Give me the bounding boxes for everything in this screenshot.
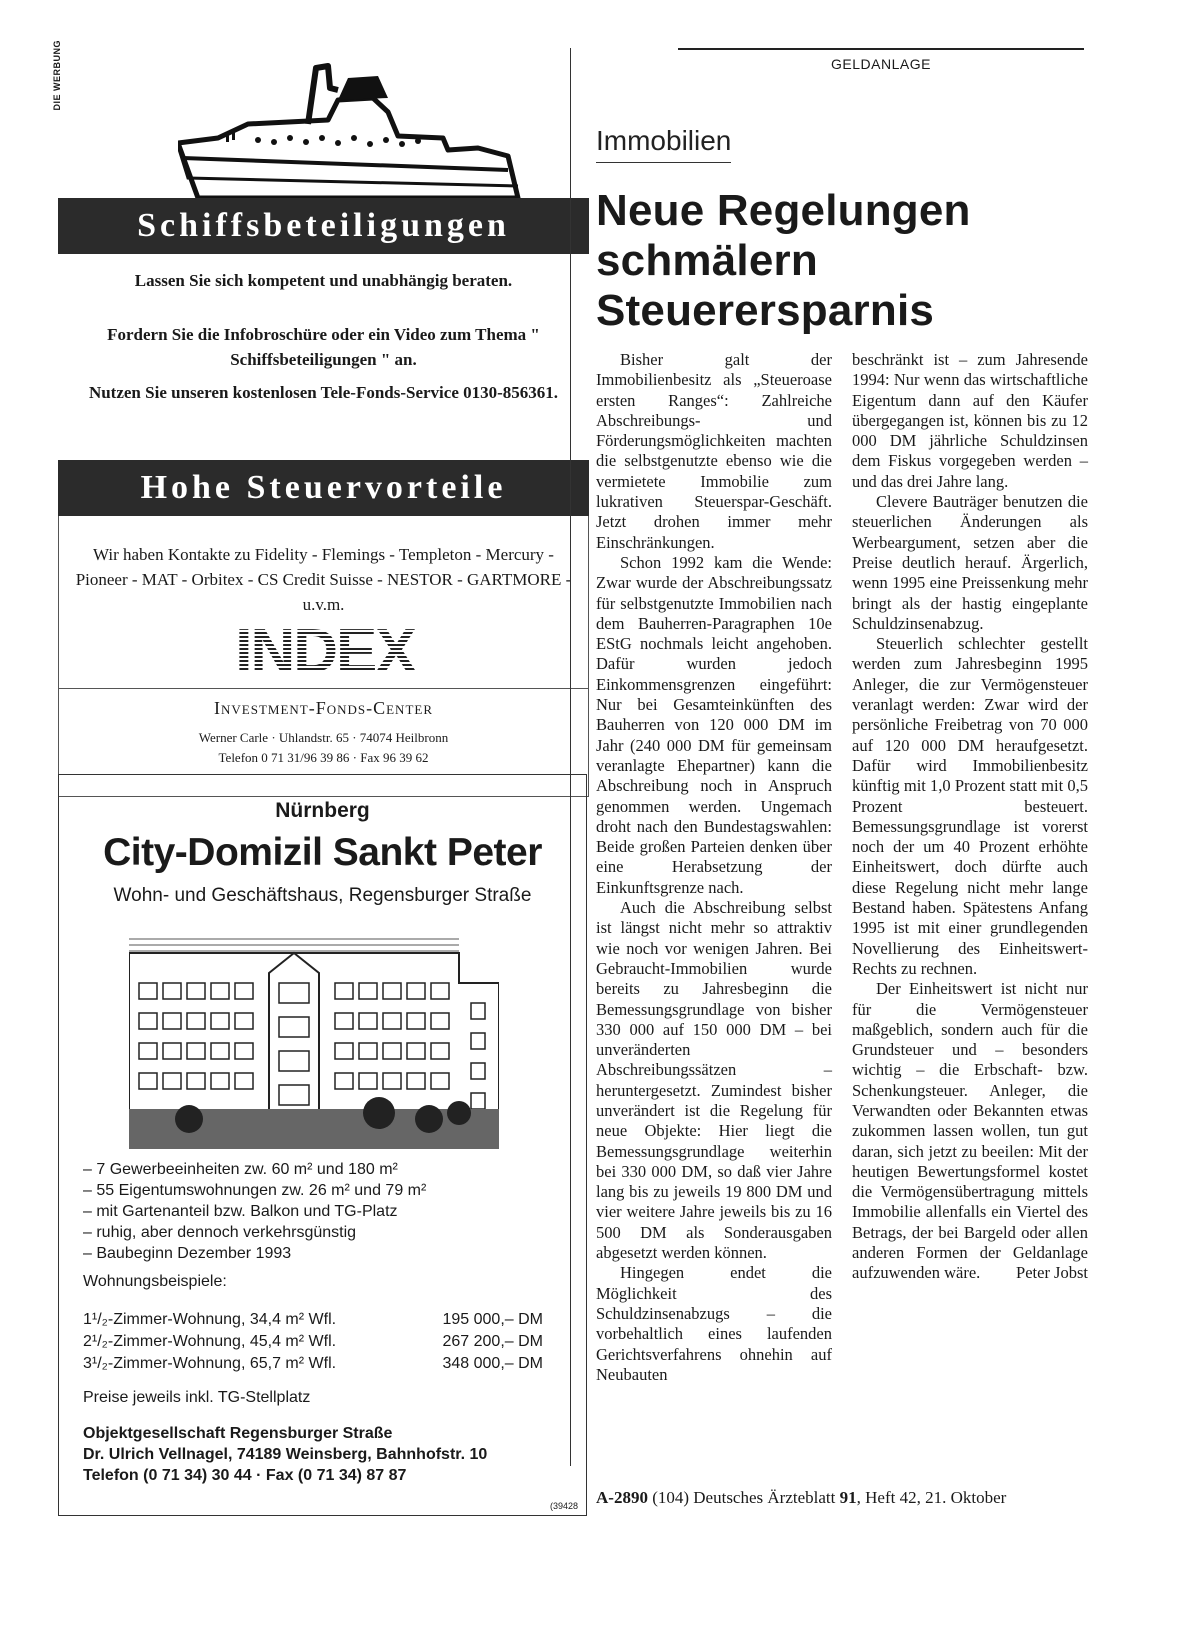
ad-city: Nürnberg [275, 799, 370, 822]
paragraph: beschränkt ist – zum Jahresende 1994: Nur wenn das wirtschaftliche Eigentum dann auf den Käufer übergegangen ist, können bis zu 12 000 DM jährliche Schuldzinsen dem Fiskus vorgegeben werden – und das drei Jahre lang. [852, 350, 1088, 491]
fund-contacts-box [58, 516, 589, 797]
ad-code: (39428 [549, 1501, 578, 1511]
examples-title: Wohnungsbeispiele: [83, 1273, 227, 1290]
ad-city-domizil [58, 774, 587, 1516]
index-logo [225, 620, 425, 678]
svg-text:INDEX: INDEX [235, 620, 415, 678]
company-address: Werner Carle · Uhlandstr. 65 · 74074 Heilbronn [198, 730, 449, 745]
paragraph: Steuerlich schlechter gestellt werden zum Jahresbeginn 1995 Anleger, die zur Vermögensteuer veranlagt werden: Zwar wird der persönliche Freibetrag von 70 000 auf 120 000 DM heraufgesetzt. Dafür wird Immobilienbesitz künftig mit 1,0 Prozent statt mit 0,5 Prozent besteuert. Bemessungsgrundlage ist vorerst noch der um 40 Prozent erhöhte Einheitswert, doch dürfte auch diese Regelung nicht mehr lange Bestand haben. Spätestens Anfang 1995 ist mit einer grundlegenden Novellierung des Einheitswert-Rechts zu rechnen. [852, 634, 1088, 978]
section-label: GELDANLAGE [831, 56, 931, 72]
apartment-name: 3¹/₂-Zimmer-Wohnung, 65,7 m² Wfl. [83, 1355, 337, 1372]
paragraph-text: Der Einheitswert ist nicht nur für die Vermögensteuer maßgeblich, sondern auch für die Grundsteuer und – besonders wichtig – die Erbschaft- bzw. Schenkungsteuer. Anleger, die Verwandten oder Bekannten etwas zukommen lassen wollen, tun gut daran, sich jetzt zu beeilen: Mit der heutigen Bewertungsformel kostet die Vermögensübertragung mittels Immobilie allenfalls ein Viertel des Betrags, der bei Bargeld oder allen anderen Formen der Geldanlage aufzuwenden wäre. [852, 979, 1088, 1283]
section-rule [678, 48, 1084, 50]
ad-paragraph-1: Lassen Sie sich kompetent und unabhängig beraten. [134, 271, 513, 290]
page-footer [596, 1488, 1006, 1508]
paragraph [852, 979, 1088, 1283]
page-number: A-2890 [596, 1488, 648, 1507]
issue: , Heft 42, 21. Oktober [856, 1488, 1007, 1507]
apartment-name: 1¹/₂-Zimmer-Wohnung, 34,4 m² Wfl. [83, 1311, 337, 1328]
side-label: DIE WERBUNG [52, 40, 62, 111]
paragraph: Hingegen endet die Möglichkeit des Schuldzinsenabzugs – die vorbehaltlich eines laufenden Gerichtsverfahrens ohnehin auf Neubauten [596, 1263, 832, 1384]
apartment-row [83, 1353, 543, 1375]
apartment-price: 348 000,– DM [442, 1355, 543, 1372]
company-line: Telefon (0 71 34) 30 44 · Fax (0 71 34) 87 87 [83, 1467, 407, 1484]
ship-icon [178, 58, 538, 198]
feature-list [83, 1159, 426, 1264]
banner-schiffsbeteiligungen: Schiffsbeteiligungen [58, 198, 589, 254]
feature-item: – ruhig, aber dennoch verkehrsgünstig [83, 1222, 426, 1243]
divider [59, 688, 588, 689]
company-name: Investment-Fonds-Center [214, 698, 433, 718]
apartment-price: 267 200,– DM [442, 1333, 543, 1350]
price-note: Preise jeweils inkl. TG-Stellplatz [83, 1389, 311, 1406]
paragraph: Auch die Abschreibung selbst ist längst nicht mehr so attraktiv wie noch vor wenigen Jahren. Bei Gebraucht-Immobilien wurde bereits zu Jahresbeginn die Bemessungsgrundlage von bisher 330 000 auf 150 000 DM – bei unveränderten Abschreibungssätzen – heruntergesetzt. Zumindest bisher unverändert ist die Regelung für neue Objekte: Hier liegt die Bemessungsgrundlage weiterhin bei 330 000 DM, so daß vier Jahre lang bis zu jeweils 19 800 DM und vier weitere Jahre jeweils bis zu 16 500 DM als Sonderausgaben abgesetzt werden können. [596, 898, 832, 1263]
feature-item: – 55 Eigentumswohnungen zw. 26 m² und 79 m² [83, 1180, 426, 1201]
company-phone: Telefon 0 71 31/96 39 86 · Fax 96 39 62 [218, 750, 429, 765]
apartment-name: 2¹/₂-Zimmer-Wohnung, 45,4 m² Wfl. [83, 1333, 337, 1350]
apartment-row [83, 1331, 543, 1353]
feature-item: – Baubeginn Dezember 1993 [83, 1243, 426, 1264]
publication: (104) Deutsches Ärzteblatt [652, 1488, 836, 1507]
ad-schiffsbeteiligungen [58, 58, 589, 798]
ad-title: City-Domizil Sankt Peter [103, 831, 542, 874]
apartment-price: 195 000,– DM [442, 1311, 543, 1328]
apartment-row [83, 1309, 543, 1331]
article-column-2 [852, 350, 1088, 1284]
ad-paragraph-2: Fordern Sie die Infobroschüre oder ein Video zum Thema " Schiffsbeteiligungen " an. [107, 325, 540, 369]
ad-paragraph-3: Nutzen Sie unseren kostenlosen Tele-Fonds-Service 0130-856361. [88, 383, 559, 402]
ad-subtitle: Wohn- und Geschäftshaus, Regensburger Straße [113, 885, 532, 906]
article-headline: Neue Regelungen schmälern Steuerersparnis [596, 186, 971, 335]
apartment-list [83, 1309, 543, 1375]
volume: 91 [839, 1488, 857, 1507]
paragraph: Clevere Bauträger benutzen die steuerlichen Änderungen als Werbeargument, setzen aber die Preise deutlich herauf. Ärgerlich, wenn 1995 eine Preissenkung mehr bringt als der hastig eingeplante Schuldzinsenabzug. [852, 492, 1088, 633]
paragraph: Schon 1992 kam die Wende: Zwar wurde der Abschreibungssatz für selbstgenutzte Immobilien nach dem Bauherren-Paragraphen 10e EStG nochmals leicht angehoben. Dafür wurden jedoch Einkommensgrenzen eingeführt: Nur bei Gesamteinkünften des Bauherren von 120 000 DM im Jahr (240 000 DM für gemeinsam veranlagte Ehepartner) kann die Abschreibung noch in Anspruch genommen werden. Ungemach droht nach den Bundestagswahlen: Beide großen Parteien denken über eine Herabsetzung der Einkunftsgrenze nach. [596, 552, 832, 897]
paragraph: Bisher galt der Immobilienbesitz als „Steueroase ersten Ranges“: Zahlreiche Abschreibungs- und Förderungsmöglichkeiten machten die selbstgenutzte ebenso wie die vermietete Immobilie zum lukrativen Steuerspar-Geschäft. Jetzt drohen immer mehr Einschränkungen. [596, 350, 832, 552]
feature-item: – 7 Gewerbeeinheiten zw. 60 m² und 180 m² [83, 1159, 426, 1180]
company-block [83, 1423, 487, 1486]
feature-item: – mit Gartenanteil bzw. Balkon und TG-Platz [83, 1201, 426, 1222]
column-divider [570, 48, 571, 1466]
fund-contacts: Wir haben Kontakte zu Fidelity - Flemings - Templeton - Mercury - Pioneer - MAT - Orbitex - CS Credit Suisse - NESTOR - GARTMORE - u.v.m. [75, 545, 572, 614]
company-line: Objektgesellschaft Regensburger Straße [83, 1425, 393, 1442]
article-author: Peter Jobst [1016, 1263, 1088, 1283]
article-kicker: Immobilien [596, 124, 731, 163]
banner-steuervorteile: Hohe Steuervorteile [58, 460, 589, 516]
building-illustration [129, 933, 499, 1149]
company-line: Dr. Ulrich Vellnagel, 74189 Weinsberg, Bahnhofstr. 10 [83, 1446, 488, 1463]
article-column-1 [596, 350, 832, 1385]
